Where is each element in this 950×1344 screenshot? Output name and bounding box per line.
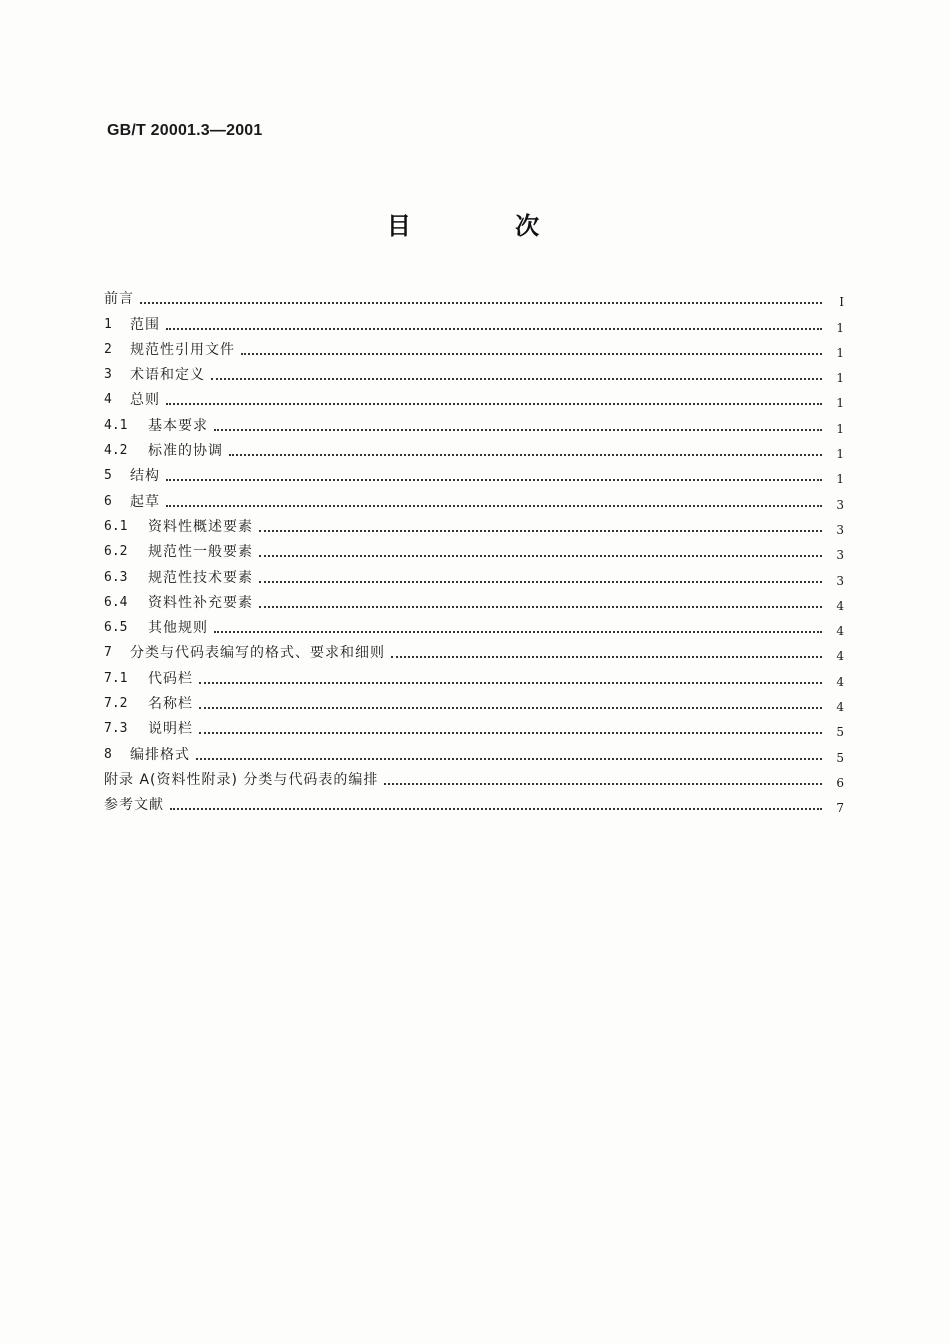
toc-entry[interactable] <box>104 511 844 536</box>
toc-dot-leader <box>214 631 822 633</box>
toc-entry-label: 编排格式 <box>130 746 190 763</box>
toc-page-number: 1 <box>836 396 844 411</box>
toc-dot-leader <box>384 783 822 785</box>
toc-dot-leader <box>166 505 822 507</box>
toc-page-number: 4 <box>836 649 844 664</box>
toc-dot-leader <box>196 758 822 760</box>
toc-entry-number: 6.3 <box>104 569 128 585</box>
toc-entry-label: 规范性技术要素 <box>148 569 253 586</box>
toc-page-number: 4 <box>836 700 844 715</box>
toc-dot-leader <box>259 555 822 557</box>
toc-page-number: 1 <box>836 421 844 436</box>
toc-dot-leader <box>214 429 822 431</box>
toc-dot-leader <box>229 454 822 456</box>
toc-entry-label: 起草 <box>130 493 160 510</box>
toc-entry-number: 6.4 <box>104 594 128 610</box>
toc-dot-leader <box>391 656 822 658</box>
toc-entry-number: 6 <box>104 493 112 509</box>
toc-page-number: 5 <box>836 725 844 740</box>
toc-entry-label: 前言 <box>104 291 134 308</box>
toc-dot-leader <box>166 403 822 405</box>
toc-page-number: 3 <box>836 573 844 588</box>
toc-entry-number: 7.1 <box>104 670 128 686</box>
toc-entry-label: 规范性引用文件 <box>130 341 235 358</box>
toc-entry[interactable] <box>104 359 844 384</box>
toc-entry-label: 说明栏 <box>148 721 193 738</box>
toc-entry[interactable] <box>104 561 844 586</box>
toc-entry-label: 代码栏 <box>148 670 193 687</box>
toc-entry[interactable] <box>104 764 844 789</box>
toc-page-number: 3 <box>836 548 844 563</box>
table-of-contents <box>104 283 844 814</box>
toc-page-number: 1 <box>836 371 844 386</box>
toc-entry-number: 8 <box>104 746 112 762</box>
toc-dot-leader <box>199 707 822 709</box>
toc-page-number: 5 <box>836 750 844 765</box>
toc-entry-number: 7 <box>104 645 112 661</box>
toc-entry[interactable] <box>104 334 844 359</box>
toc-entry-label: 名称栏 <box>148 696 193 713</box>
toc-dot-leader <box>166 479 822 481</box>
toc-entry[interactable] <box>104 485 844 510</box>
toc-page-number: 6 <box>836 775 844 790</box>
toc-entry-label: 规范性一般要素 <box>148 544 253 561</box>
toc-dot-leader <box>170 808 822 810</box>
toc-page-number: 7 <box>836 801 844 816</box>
toc-entry-number: 6.1 <box>104 518 128 534</box>
toc-entry[interactable] <box>104 587 844 612</box>
toc-entry-label: 参考文献 <box>104 797 164 814</box>
toc-dot-leader <box>241 353 822 355</box>
toc-entry-label: 总则 <box>130 392 160 409</box>
toc-entry[interactable] <box>104 409 844 434</box>
toc-entry[interactable] <box>104 536 844 561</box>
toc-page-number: 1 <box>836 472 844 487</box>
toc-entry-number: 4 <box>104 392 112 408</box>
toc-page-number: 4 <box>836 624 844 639</box>
toc-entry-label: 范围 <box>130 316 160 333</box>
toc-entry[interactable] <box>104 435 844 460</box>
toc-entry[interactable] <box>104 789 844 814</box>
toc-entry-label: 结构 <box>130 468 160 485</box>
toc-page-number: I <box>839 295 844 310</box>
toc-entry-label: 术语和定义 <box>130 367 205 384</box>
toc-entry[interactable] <box>104 713 844 738</box>
toc-page-number: 1 <box>836 320 844 335</box>
toc-entry[interactable] <box>104 688 844 713</box>
toc-entry-label: 基本要求 <box>148 417 208 434</box>
toc-entry[interactable] <box>104 283 844 308</box>
toc-entry-label: 资料性补充要素 <box>148 594 253 611</box>
toc-page-number: 4 <box>836 598 844 613</box>
toc-entry[interactable] <box>104 738 844 763</box>
toc-entry-number: 4.1 <box>104 417 128 433</box>
toc-entry[interactable] <box>104 612 844 637</box>
toc-entry-number: 7.3 <box>104 721 128 737</box>
toc-dot-leader <box>259 606 822 608</box>
toc-title: 目 次 <box>386 212 588 240</box>
toc-entry[interactable] <box>104 637 844 662</box>
toc-page-number: 1 <box>836 447 844 462</box>
toc-dot-leader <box>166 328 822 330</box>
toc-dot-leader <box>199 682 822 684</box>
toc-dot-leader <box>259 530 822 532</box>
toc-dot-leader <box>140 302 822 304</box>
toc-dot-leader <box>199 732 822 734</box>
toc-entry[interactable] <box>104 384 844 409</box>
toc-entry-number: 5 <box>104 468 112 484</box>
standard-code-header: GB/T 20001.3—2001 <box>107 122 263 139</box>
toc-entry-number: 7.2 <box>104 696 128 712</box>
toc-dot-leader <box>211 378 822 380</box>
toc-entry-number: 1 <box>104 316 112 332</box>
toc-page-number: 3 <box>836 497 844 512</box>
toc-entry-label: 附录 A(资料性附录) 分类与代码表的编排 <box>104 771 379 788</box>
toc-entry-number: 6.2 <box>104 544 128 560</box>
toc-page-number: 1 <box>836 345 844 360</box>
toc-entry-label: 资料性概述要素 <box>148 518 253 535</box>
toc-entry[interactable] <box>104 460 844 485</box>
toc-entry-label: 标准的协调 <box>148 443 223 460</box>
toc-entry-number: 3 <box>104 367 112 383</box>
toc-entry[interactable] <box>104 308 844 333</box>
toc-entry-number: 6.5 <box>104 620 128 636</box>
toc-entry-number: 2 <box>104 341 112 357</box>
toc-entry-label: 其他规则 <box>148 620 208 637</box>
toc-entry-label: 分类与代码表编写的格式、要求和细则 <box>130 645 385 662</box>
toc-page-number: 3 <box>836 522 844 537</box>
toc-page-number: 4 <box>836 674 844 689</box>
toc-entry-number: 4.2 <box>104 443 128 459</box>
toc-dot-leader <box>259 581 822 583</box>
toc-entry[interactable] <box>104 662 844 687</box>
